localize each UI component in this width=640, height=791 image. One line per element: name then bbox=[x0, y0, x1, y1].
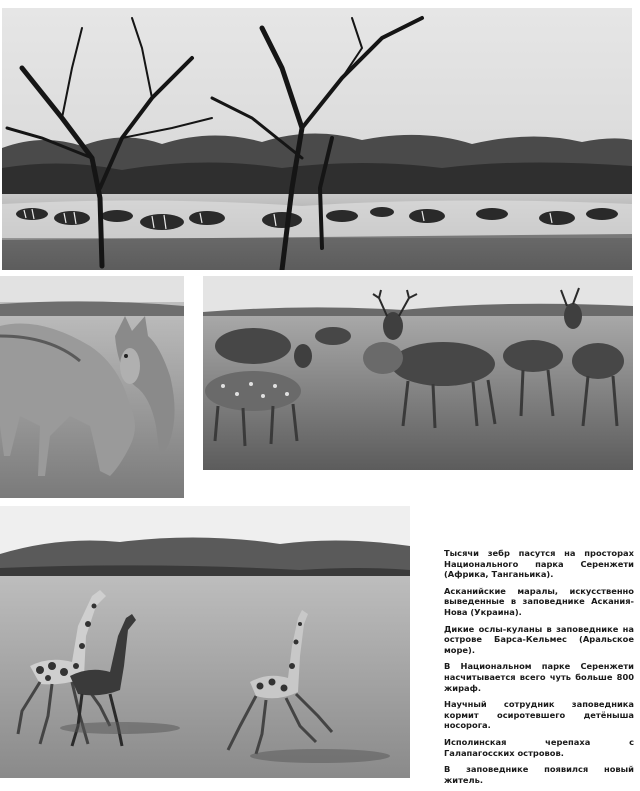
caption-kulans: Дикие ослы-куланы в заповеднике на острове Барса-Кельмес (Аральское море). bbox=[444, 623, 634, 655]
caption-new-resident: В заповеднике появился новый житель. bbox=[444, 764, 634, 785]
captions-block bbox=[444, 548, 634, 791]
photo-kulans bbox=[0, 276, 184, 498]
caption-galapagos-tortoise: Исполинская черепаха с Галапагосских островов. bbox=[444, 736, 634, 758]
caption-zebras: Тысячи зебр пасутся на просторах Национального парка Серенжети (Африка, Танганьика). bbox=[444, 548, 634, 580]
caption-rhino-calf: Научный сотрудник заповедника кормит осиротевшего детёныша носорога. bbox=[444, 699, 634, 731]
caption-askanian-deer: Асканийские маралы, искусственно выведенные в заповеднике Аскания-Нова (Украина). bbox=[444, 585, 634, 617]
photo-giraffes bbox=[0, 506, 410, 778]
photo-askanian-deer bbox=[203, 276, 633, 470]
caption-giraffes: В Национальном парке Серенжети насчитывается всего чуть больше 800 жираф. bbox=[444, 661, 634, 693]
photo-zebras-savanna bbox=[2, 8, 632, 270]
